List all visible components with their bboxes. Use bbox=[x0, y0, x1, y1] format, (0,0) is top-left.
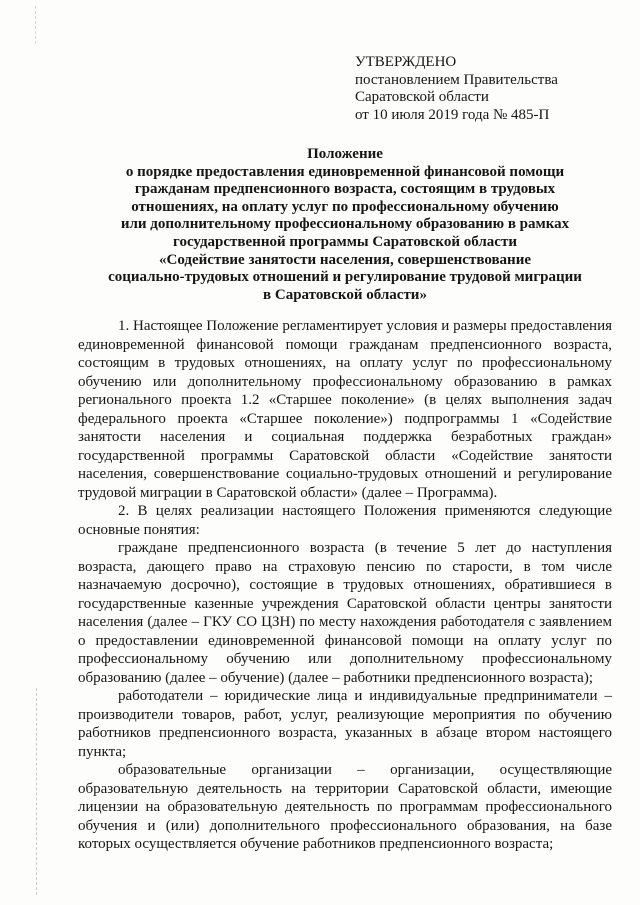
title-line: в Саратовской области» bbox=[263, 286, 427, 303]
paragraph: граждане предпенсионного возраста (в течение 5 лет до наступления возраста, дающего право на страховую пенсию по старости, в том числе назначаемую досрочно), состоящие в трудовых отношениях, обратившиеся в государственные казенные учреждения Саратовской области центры занятости населения (далее – ГКУ СО ЦЗН) по месту нахождения работодателя с заявлением о предоставлении единовременной финансовой помощи на оплату услуг по профессиональному обучению или дополнительному профессиональному образованию (далее – обучение) (далее – работники предпенсионного возраста); bbox=[78, 540, 612, 686]
title-line: о порядке предоставления единовременной финансовой помощи bbox=[125, 163, 565, 180]
title-line: отношениях, на оплату услуг по профессиональному обучению bbox=[131, 198, 559, 215]
title-line: гражданам предпенсионного возраста, состоящим в трудовых bbox=[134, 181, 556, 198]
scan-artifact-bottom-left bbox=[36, 688, 37, 895]
title-line: Положение bbox=[307, 146, 383, 162]
paragraph: работодатели – юридические лица и индивидуальные предприниматели – производители товаров, работ, услуг, реализующие мероприятия по обучению работников предпенсионного возраста, указанных в абзаце втором настоящего пункта; bbox=[78, 688, 612, 760]
paragraph: образовательные организации – организации, осуществляющие образовательную деятельность на территории Саратовской области, имеющие лицензии на образовательную деятельность по программам профессионального обучения и (или) дополнительного профессионального образования, на базе которых осуществляется обучение работников предпенсионного возраста; bbox=[78, 762, 612, 852]
title-line: социально-трудовых отношений и регулирование трудовой миграции bbox=[108, 269, 582, 286]
paragraph: 1. Настоящее Положение регламентирует условия и размеры предоставления единовременной финансовой помощи гражданам предпенсионного возраста, состоящим в трудовых отношениях, на оплату услуг по профессиональному обучению или дополнительному профессиональному образованию в рамках регионального проекта 1.2 «Старшее поколение» (в целях выполнения задач федерального проекта «Старшее поколение») подпрограммы 1 «Содействие занятости населения и социальная поддержка безработных граждан» государственной программы Саратовской области «Содействие занятости населения, совершенствование социально-трудовых отношений и регулирование трудовой миграции в Саратовской области» (далее – Программа). bbox=[78, 318, 612, 501]
document-body bbox=[78, 317, 612, 854]
approval-block bbox=[355, 54, 615, 124]
document-title bbox=[76, 146, 614, 304]
paragraph: 2. В целях реализации настоящего Положения применяются следующие основные понятия: bbox=[78, 503, 612, 538]
scan-artifact-top-left bbox=[35, 6, 36, 44]
approval-line: от 10 июля 2019 года № 485-П bbox=[355, 106, 550, 123]
approval-line: постановлением Правительства bbox=[355, 71, 558, 88]
title-line: «Содействие занятости населения, совершенствование bbox=[159, 251, 531, 268]
approval-line: Саратовской области bbox=[355, 89, 489, 105]
approval-line: УТВЕРЖДЕНО bbox=[355, 54, 457, 70]
title-line: государственной программы Саратовской области bbox=[173, 233, 517, 250]
title-line: или дополнительному профессиональному образованию в рамках bbox=[120, 216, 570, 233]
